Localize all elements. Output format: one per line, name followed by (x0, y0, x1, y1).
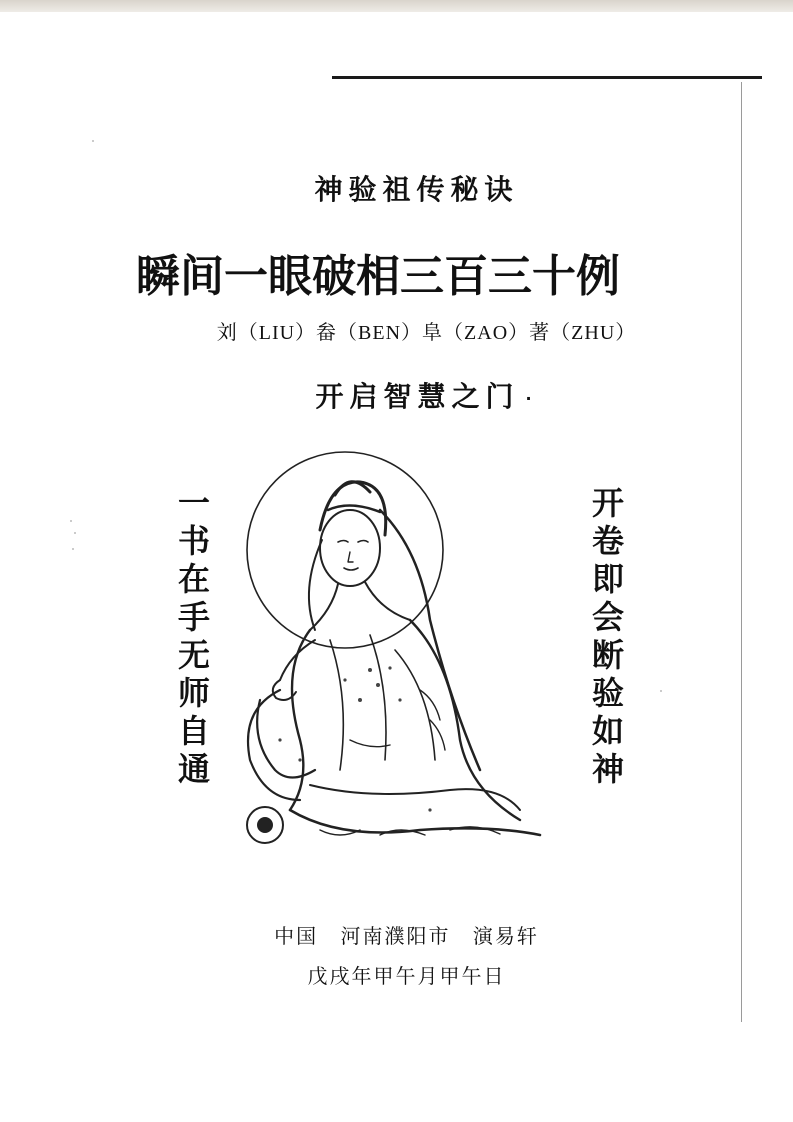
top-rule (332, 76, 762, 79)
scan-speck (74, 532, 76, 534)
left-couplet-char: 手 (177, 598, 210, 636)
scan-speck (92, 140, 94, 142)
left-couplet-char: 一 (177, 484, 210, 522)
tagline-text: 开启智慧之门 (315, 380, 520, 413)
right-couplet-char: 断 (591, 636, 624, 674)
scan-speck (660, 690, 662, 692)
page-title: 瞬间一眼破相三百三十例 (136, 251, 620, 302)
publisher-location: 中国 河南濮阳市 演易轩 (274, 924, 539, 948)
right-couplet-char: 卷 (591, 522, 624, 560)
tagline-dot: · (525, 388, 538, 408)
right-couplet-char: 开 (591, 484, 624, 522)
head-outline (320, 510, 380, 586)
tagline (0, 375, 793, 415)
left-couplet-char: 师 (177, 674, 210, 712)
subtitle: 神验祖传秘诀 (314, 173, 519, 206)
left-couplet-char: 无 (177, 636, 210, 674)
right-couplet-char: 即 (591, 560, 624, 598)
publication-date: 戊戌年甲午月甲午日 (307, 964, 506, 988)
left-couplet-char: 在 (177, 560, 210, 598)
right-couplet-char: 会 (591, 598, 624, 636)
halo-circle (247, 452, 443, 648)
scan-speck (72, 548, 74, 550)
right-couplet-char: 神 (591, 750, 624, 788)
right-margin-rule (741, 82, 742, 1022)
right-vertical-couplet (586, 484, 630, 788)
right-couplet-char: 验 (591, 674, 624, 712)
left-couplet-char: 书 (177, 522, 210, 560)
left-vertical-couplet (172, 484, 216, 788)
scan-speck (70, 520, 72, 522)
right-couplet-char: 如 (591, 712, 624, 750)
left-couplet-char: 通 (177, 750, 210, 788)
author-line: 刘（LIU）畚（BEN）阜（ZAO）著（ZHU） (216, 322, 637, 344)
scan-top-strip (0, 0, 793, 12)
guanyin-illustration (220, 440, 560, 870)
left-couplet-char: 自 (177, 712, 210, 750)
